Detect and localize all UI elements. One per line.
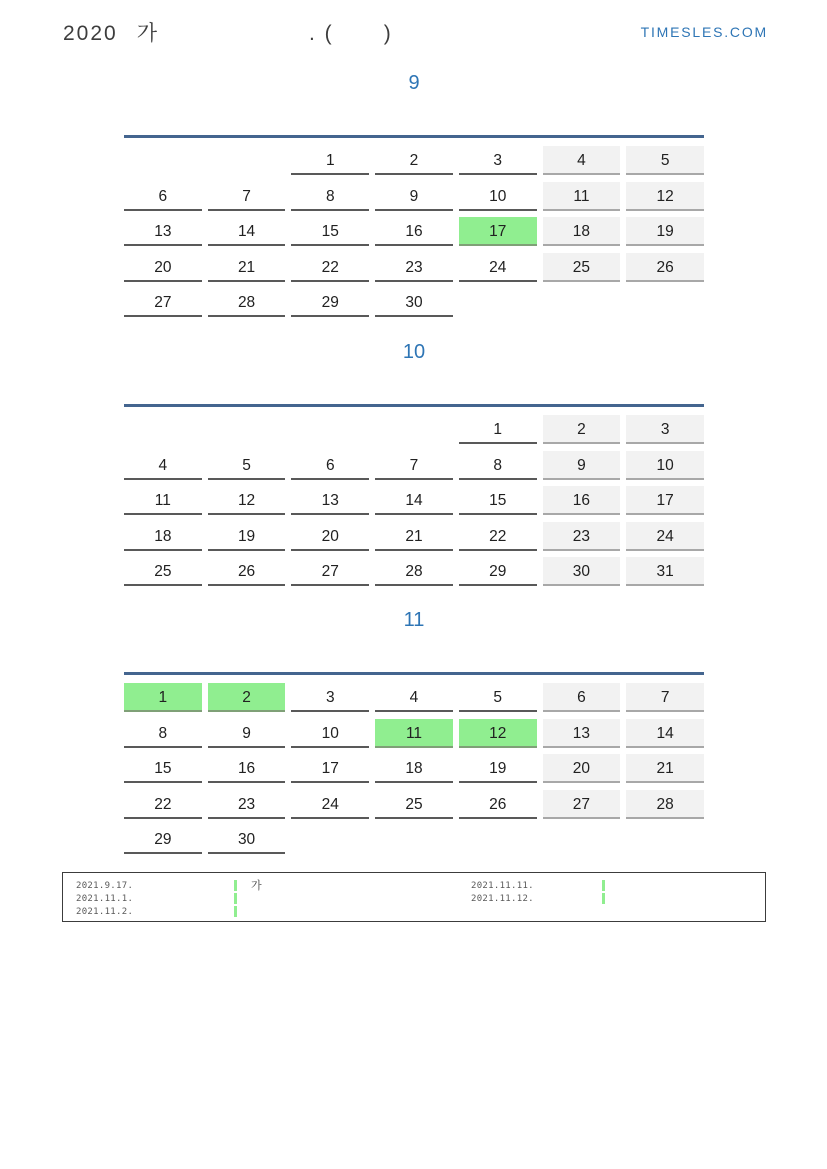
calendar-day-weekday: 6 <box>291 451 369 480</box>
calendar-day-weekday: 13 <box>124 217 202 246</box>
calendar-day-weekend: 21 <box>626 754 704 783</box>
calendar-day-weekday: 24 <box>291 790 369 819</box>
legend-date: 2021.11.11. <box>471 880 534 891</box>
calendar-day-weekday: 27 <box>124 288 202 317</box>
calendar-day-weekday: 23 <box>208 790 286 819</box>
calendar-day-weekday: 29 <box>459 557 537 586</box>
calendar-day-weekday: 22 <box>291 253 369 282</box>
calendar-day-weekday: 13 <box>291 486 369 515</box>
legend-row <box>471 879 605 892</box>
month-grid-october <box>124 404 704 586</box>
calendar-day-weekend: 27 <box>543 790 621 819</box>
calendar-day-weekday: 3 <box>459 146 537 175</box>
calendar-day-weekday: 3 <box>291 683 369 712</box>
calendar-day-weekday: 28 <box>375 557 453 586</box>
calendar-day-weekend: 6 <box>543 683 621 712</box>
calendar-cell-empty <box>543 825 621 854</box>
calendar-day-weekday: 29 <box>291 288 369 317</box>
legend-group-2 <box>471 879 605 905</box>
calendar-day-weekend: 7 <box>626 683 704 712</box>
page-header <box>63 17 768 47</box>
calendar-day-highlighted: 2 <box>208 683 286 712</box>
title-paren-close: ) <box>383 22 393 45</box>
calendar-day-weekday: 10 <box>291 719 369 748</box>
calendar-day-weekend: 23 <box>543 522 621 551</box>
calendar-cell-empty <box>459 288 537 317</box>
calendar-day-weekend: 5 <box>626 146 704 175</box>
calendar-day-weekday: 27 <box>291 557 369 586</box>
calendar-day-weekday: 19 <box>208 522 286 551</box>
month-section-october <box>124 340 704 586</box>
calendar-day-highlighted: 12 <box>459 719 537 748</box>
month-grid-september <box>124 135 704 317</box>
calendar-cell-empty <box>291 415 369 444</box>
calendar-day-weekday: 4 <box>124 451 202 480</box>
calendar-day-weekday: 12 <box>208 486 286 515</box>
calendar-cell-empty <box>543 288 621 317</box>
calendar-day-weekend: 18 <box>543 217 621 246</box>
month-section-november <box>124 608 704 854</box>
calendar-day-weekday: 14 <box>208 217 286 246</box>
calendar-day-weekday: 21 <box>375 522 453 551</box>
calendar-day-weekday: 5 <box>208 451 286 480</box>
calendar-cell-empty <box>124 146 202 175</box>
calendar-day-weekend: 10 <box>626 451 704 480</box>
calendar-day-weekday: 22 <box>124 790 202 819</box>
legend-row <box>471 892 605 905</box>
calendar-day-weekday: 8 <box>124 719 202 748</box>
calendar-cell-empty <box>208 415 286 444</box>
calendar-day-weekday: 20 <box>291 522 369 551</box>
calendar-day-highlighted: 17 <box>459 217 537 246</box>
calendar-day-weekday: 8 <box>459 451 537 480</box>
calendar-day-weekend: 20 <box>543 754 621 783</box>
calendar-cell-empty <box>291 825 369 854</box>
legend-row <box>76 892 262 905</box>
calendar-day-weekday: 30 <box>375 288 453 317</box>
month-label-september: 9 <box>408 72 420 94</box>
calendar-day-weekday: 21 <box>208 253 286 282</box>
month-section-september <box>124 71 704 317</box>
legend-color-mark <box>234 906 237 917</box>
legend-box <box>62 872 766 922</box>
calendar-day-weekday: 18 <box>375 754 453 783</box>
calendar-cell-empty <box>124 415 202 444</box>
calendar-day-weekday: 16 <box>208 754 286 783</box>
calendar-day-weekday: 15 <box>291 217 369 246</box>
calendar-day-weekend: 31 <box>626 557 704 586</box>
legend-label: 가 <box>251 879 262 892</box>
legend-date: 2021.11.12. <box>471 893 534 904</box>
calendar-day-weekday: 1 <box>291 146 369 175</box>
calendar-day-weekday: 25 <box>124 557 202 586</box>
legend-row <box>76 905 262 918</box>
calendar-day-weekend: 13 <box>543 719 621 748</box>
calendar-day-weekday: 25 <box>375 790 453 819</box>
calendar-day-weekend: 26 <box>626 253 704 282</box>
legend-date: 2021.11.2. <box>76 906 134 917</box>
legend-date: 2021.9.17. <box>76 880 134 891</box>
calendar-day-weekday: 4 <box>375 683 453 712</box>
calendar-day-weekend: 25 <box>543 253 621 282</box>
calendar-day-weekday: 15 <box>124 754 202 783</box>
calendar-day-weekday: 9 <box>208 719 286 748</box>
title-korean-text: 가 <box>136 22 160 45</box>
calendar-day-weekend: 28 <box>626 790 704 819</box>
calendar-day-weekday: 5 <box>459 683 537 712</box>
calendar-day-weekday: 18 <box>124 522 202 551</box>
calendar-cell-empty <box>626 825 704 854</box>
calendar-day-weekday: 17 <box>291 754 369 783</box>
calendar-day-weekend: 2 <box>543 415 621 444</box>
calendar-day-weekday: 2 <box>375 146 453 175</box>
calendar-day-weekday: 20 <box>124 253 202 282</box>
calendar-day-weekend: 9 <box>543 451 621 480</box>
calendar-day-weekday: 7 <box>375 451 453 480</box>
title-year: 2020 <box>63 22 118 45</box>
calendar-day-weekday: 11 <box>124 486 202 515</box>
calendar-day-weekday: 14 <box>375 486 453 515</box>
calendar-day-weekday: 23 <box>375 253 453 282</box>
calendar-day-weekday: 26 <box>459 790 537 819</box>
calendar-day-weekday: 15 <box>459 486 537 515</box>
calendar-cell-empty <box>208 146 286 175</box>
calendar-day-weekend: 24 <box>626 522 704 551</box>
calendar-day-weekday: 1 <box>459 415 537 444</box>
calendar-day-weekend: 16 <box>543 486 621 515</box>
calendar-day-weekday: 24 <box>459 253 537 282</box>
calendar-day-weekend: 12 <box>626 182 704 211</box>
title-paren-open: . ( <box>309 22 334 45</box>
calendar-day-weekend: 17 <box>626 486 704 515</box>
calendar-day-weekend: 3 <box>626 415 704 444</box>
month-label-october: 10 <box>402 341 426 363</box>
calendar-day-weekend: 4 <box>543 146 621 175</box>
calendar-cell-empty <box>626 288 704 317</box>
calendar-day-weekday: 8 <box>291 182 369 211</box>
calendar-day-weekday: 6 <box>124 182 202 211</box>
calendar-day-weekend: 19 <box>626 217 704 246</box>
calendar-day-highlighted: 11 <box>375 719 453 748</box>
legend-color-mark <box>234 880 237 891</box>
legend-color-mark <box>602 880 605 891</box>
month-grid-november <box>124 672 704 854</box>
page-title <box>63 17 393 47</box>
calendar-day-weekend: 30 <box>543 557 621 586</box>
legend-date: 2021.11.1. <box>76 893 134 904</box>
calendar-day-weekend: 14 <box>626 719 704 748</box>
calendar-day-weekday: 26 <box>208 557 286 586</box>
calendar-day-weekday: 30 <box>208 825 286 854</box>
timesles-site-link[interactable]: TIMESLES.COM <box>640 24 768 40</box>
calendar-day-highlighted: 1 <box>124 683 202 712</box>
legend-color-mark <box>602 893 605 904</box>
month-label-november: 11 <box>403 609 425 631</box>
calendar-day-weekday: 29 <box>124 825 202 854</box>
calendar-day-weekday: 22 <box>459 522 537 551</box>
legend-row <box>76 879 262 892</box>
legend-color-mark <box>234 893 237 904</box>
calendar-cell-empty <box>375 825 453 854</box>
calendar-day-weekday: 28 <box>208 288 286 317</box>
calendar-day-weekday: 7 <box>208 182 286 211</box>
calendar-cell-empty <box>375 415 453 444</box>
calendar-day-weekend: 11 <box>543 182 621 211</box>
calendar-cell-empty <box>459 825 537 854</box>
legend-group-1 <box>76 879 262 918</box>
calendar-day-weekday: 19 <box>459 754 537 783</box>
calendar-day-weekday: 10 <box>459 182 537 211</box>
calendar-day-weekday: 9 <box>375 182 453 211</box>
calendar-day-weekday: 16 <box>375 217 453 246</box>
